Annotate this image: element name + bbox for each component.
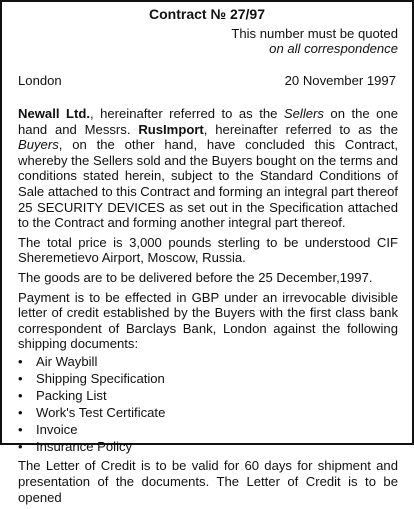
sellers-term: Sellers (283, 106, 324, 121)
list-item: • Shipping Specification (18, 371, 165, 386)
seller-name: Newall Ltd. (18, 106, 90, 121)
list-item: • Invoice (18, 422, 78, 438)
quote-note-line-1: This number must be quoted (231, 26, 398, 41)
intro-paragraph: Newall Ltd., hereinafter referred to as the Sellers on the one hand and Messrs. RusImport, hereinafter referred to as the Buyers, on the other hand, have concluded this Contract, whereby the Sellers sold and the Buyers bought on the terms and conditions stated herein, subject to the Standard Conditions of Sale attached to this Contract and forming an integral part thereof 25 SECURITY DEVICES as set out in the Specification attached to the Contract and forming another integral part thereof. (18, 106, 398, 231)
shipping-documents-list (18, 353, 398, 456)
contract-place: London (18, 73, 62, 88)
quote-note-line-2: on all correspondence (269, 41, 398, 56)
bullet-icon: • (18, 405, 23, 421)
bullet-icon: • (18, 353, 23, 369)
bullet-icon: • (18, 371, 23, 386)
letter-of-credit-paragraph: The Letter of Credit is to be valid for 60 days for shipment and presentation of the documents. The Letter of Credit is to be opened (18, 458, 398, 505)
list-item: • Work's Test Certificate (18, 405, 166, 421)
contract-title: Contract № 27/97 (149, 6, 265, 22)
list-item: • Packing List (18, 388, 107, 404)
buyer-name: RusImport (138, 121, 204, 137)
list-item: • Air Waybill (18, 353, 98, 369)
payment-paragraph: Payment is to be effected in GBP under an irrevocable divisible letter of credit established by the Buyers with the first class bank correspondent of Barclays Bank, London against the following shipping documents: (18, 289, 398, 352)
list-item: • Insurance Policy (18, 439, 133, 455)
bullet-icon: • (18, 388, 23, 404)
contract-date: 20 November 1997 (284, 73, 396, 88)
bullet-icon: • (18, 422, 23, 438)
delivery-paragraph: The goods are to be delivered before the 25 December,1997. (18, 269, 373, 285)
buyers-term: Buyers (18, 137, 59, 153)
bullet-icon: • (18, 439, 23, 455)
price-paragraph: The total price is 3,000 pounds sterling to be understood CIF Sheremetievo Airport, Moscow, Russia. (18, 234, 398, 266)
contract-body (18, 106, 398, 509)
quote-note (231, 26, 398, 56)
